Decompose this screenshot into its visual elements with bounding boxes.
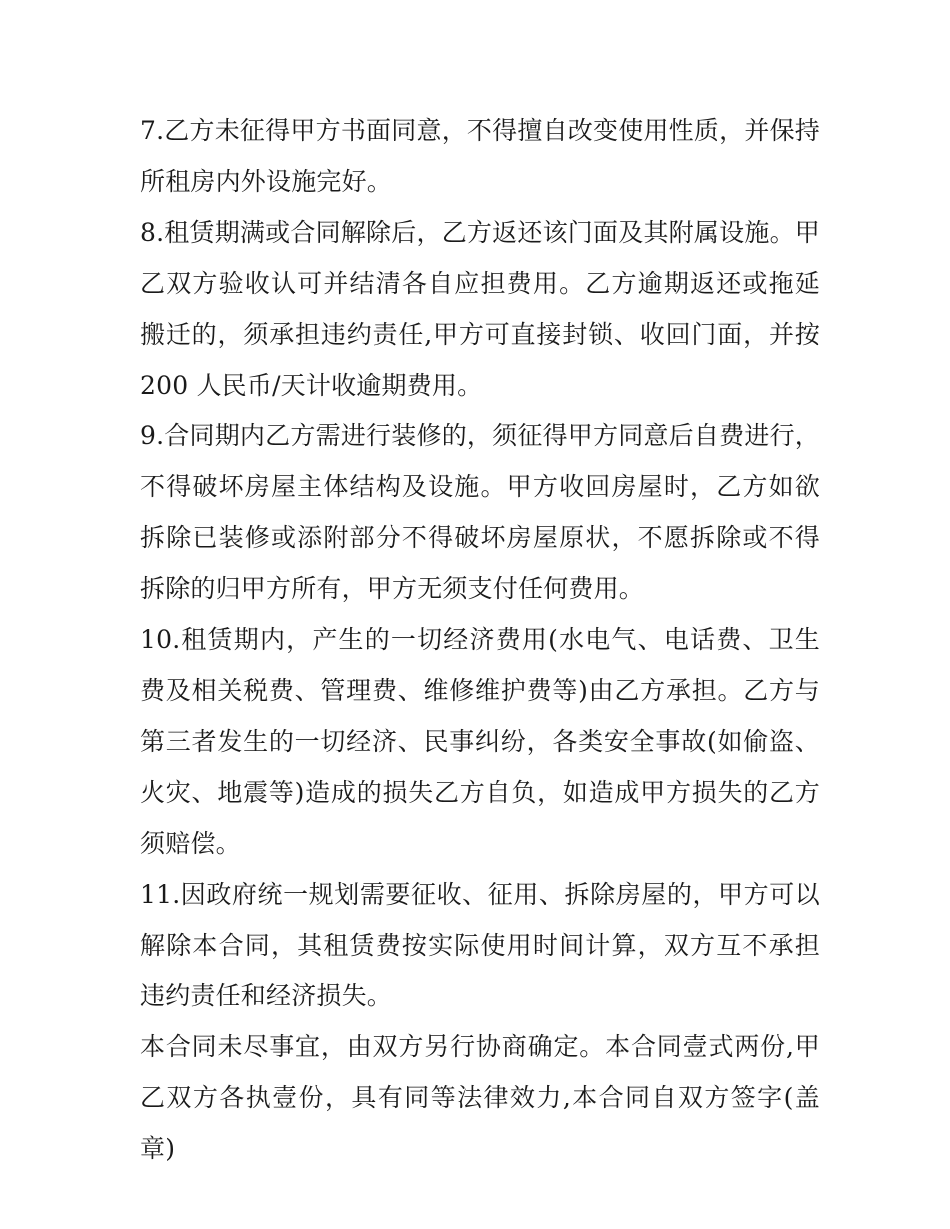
clause-7: 7.乙方未征得甲方书面同意，不得擅自改变使用性质，并保持所租房内外设施完好。 xyxy=(140,116,820,196)
contract-body xyxy=(140,106,820,1175)
closing-paragraph: 本合同未尽事宜，由双方另行协商确定。本合同壹式两份,甲乙双方各执壹份，具有同等法律效力,本合同自双方签字(盖章) xyxy=(140,1032,820,1164)
clause-11: 11.因政府统一规划需要征收、征用、拆除房屋的，甲方可以解除本合同，其租赁费按实际使用时间计算，双方互不承担违约责任和经济损失。 xyxy=(140,879,820,1011)
clause-8: 8.租赁期满或合同解除后，乙方返还该门面及其附属设施。甲乙双方验收认可并结清各自应担费用。乙方逾期返还或拖延搬迁的，须承担违约责任,甲方可直接封锁、收回门面，并按 200 人民币/天计收逾期费用。 xyxy=(140,217,820,400)
clause-9: 9.合同期内乙方需进行装修的，须征得甲方同意后自费进行，不得破坏房屋主体结构及设施。甲方收回房屋时，乙方如欲拆除已装修或添附部分不得破坏房屋原状，不愿拆除或不得拆除的归甲方所有，甲方无须支付任何费用。 xyxy=(140,421,820,604)
clause-10: 10.租赁期内，产生的一切经济费用(水电气、电话费、卫生费及相关税费、管理费、维修维护费等)由乙方承担。乙方与第三者发生的一切经济、民事纠纷，各类安全事故(如偷盗、火灾、地震等)造成的损失乙方自负，如造成甲方损失的乙方须赔偿。 xyxy=(140,625,820,858)
